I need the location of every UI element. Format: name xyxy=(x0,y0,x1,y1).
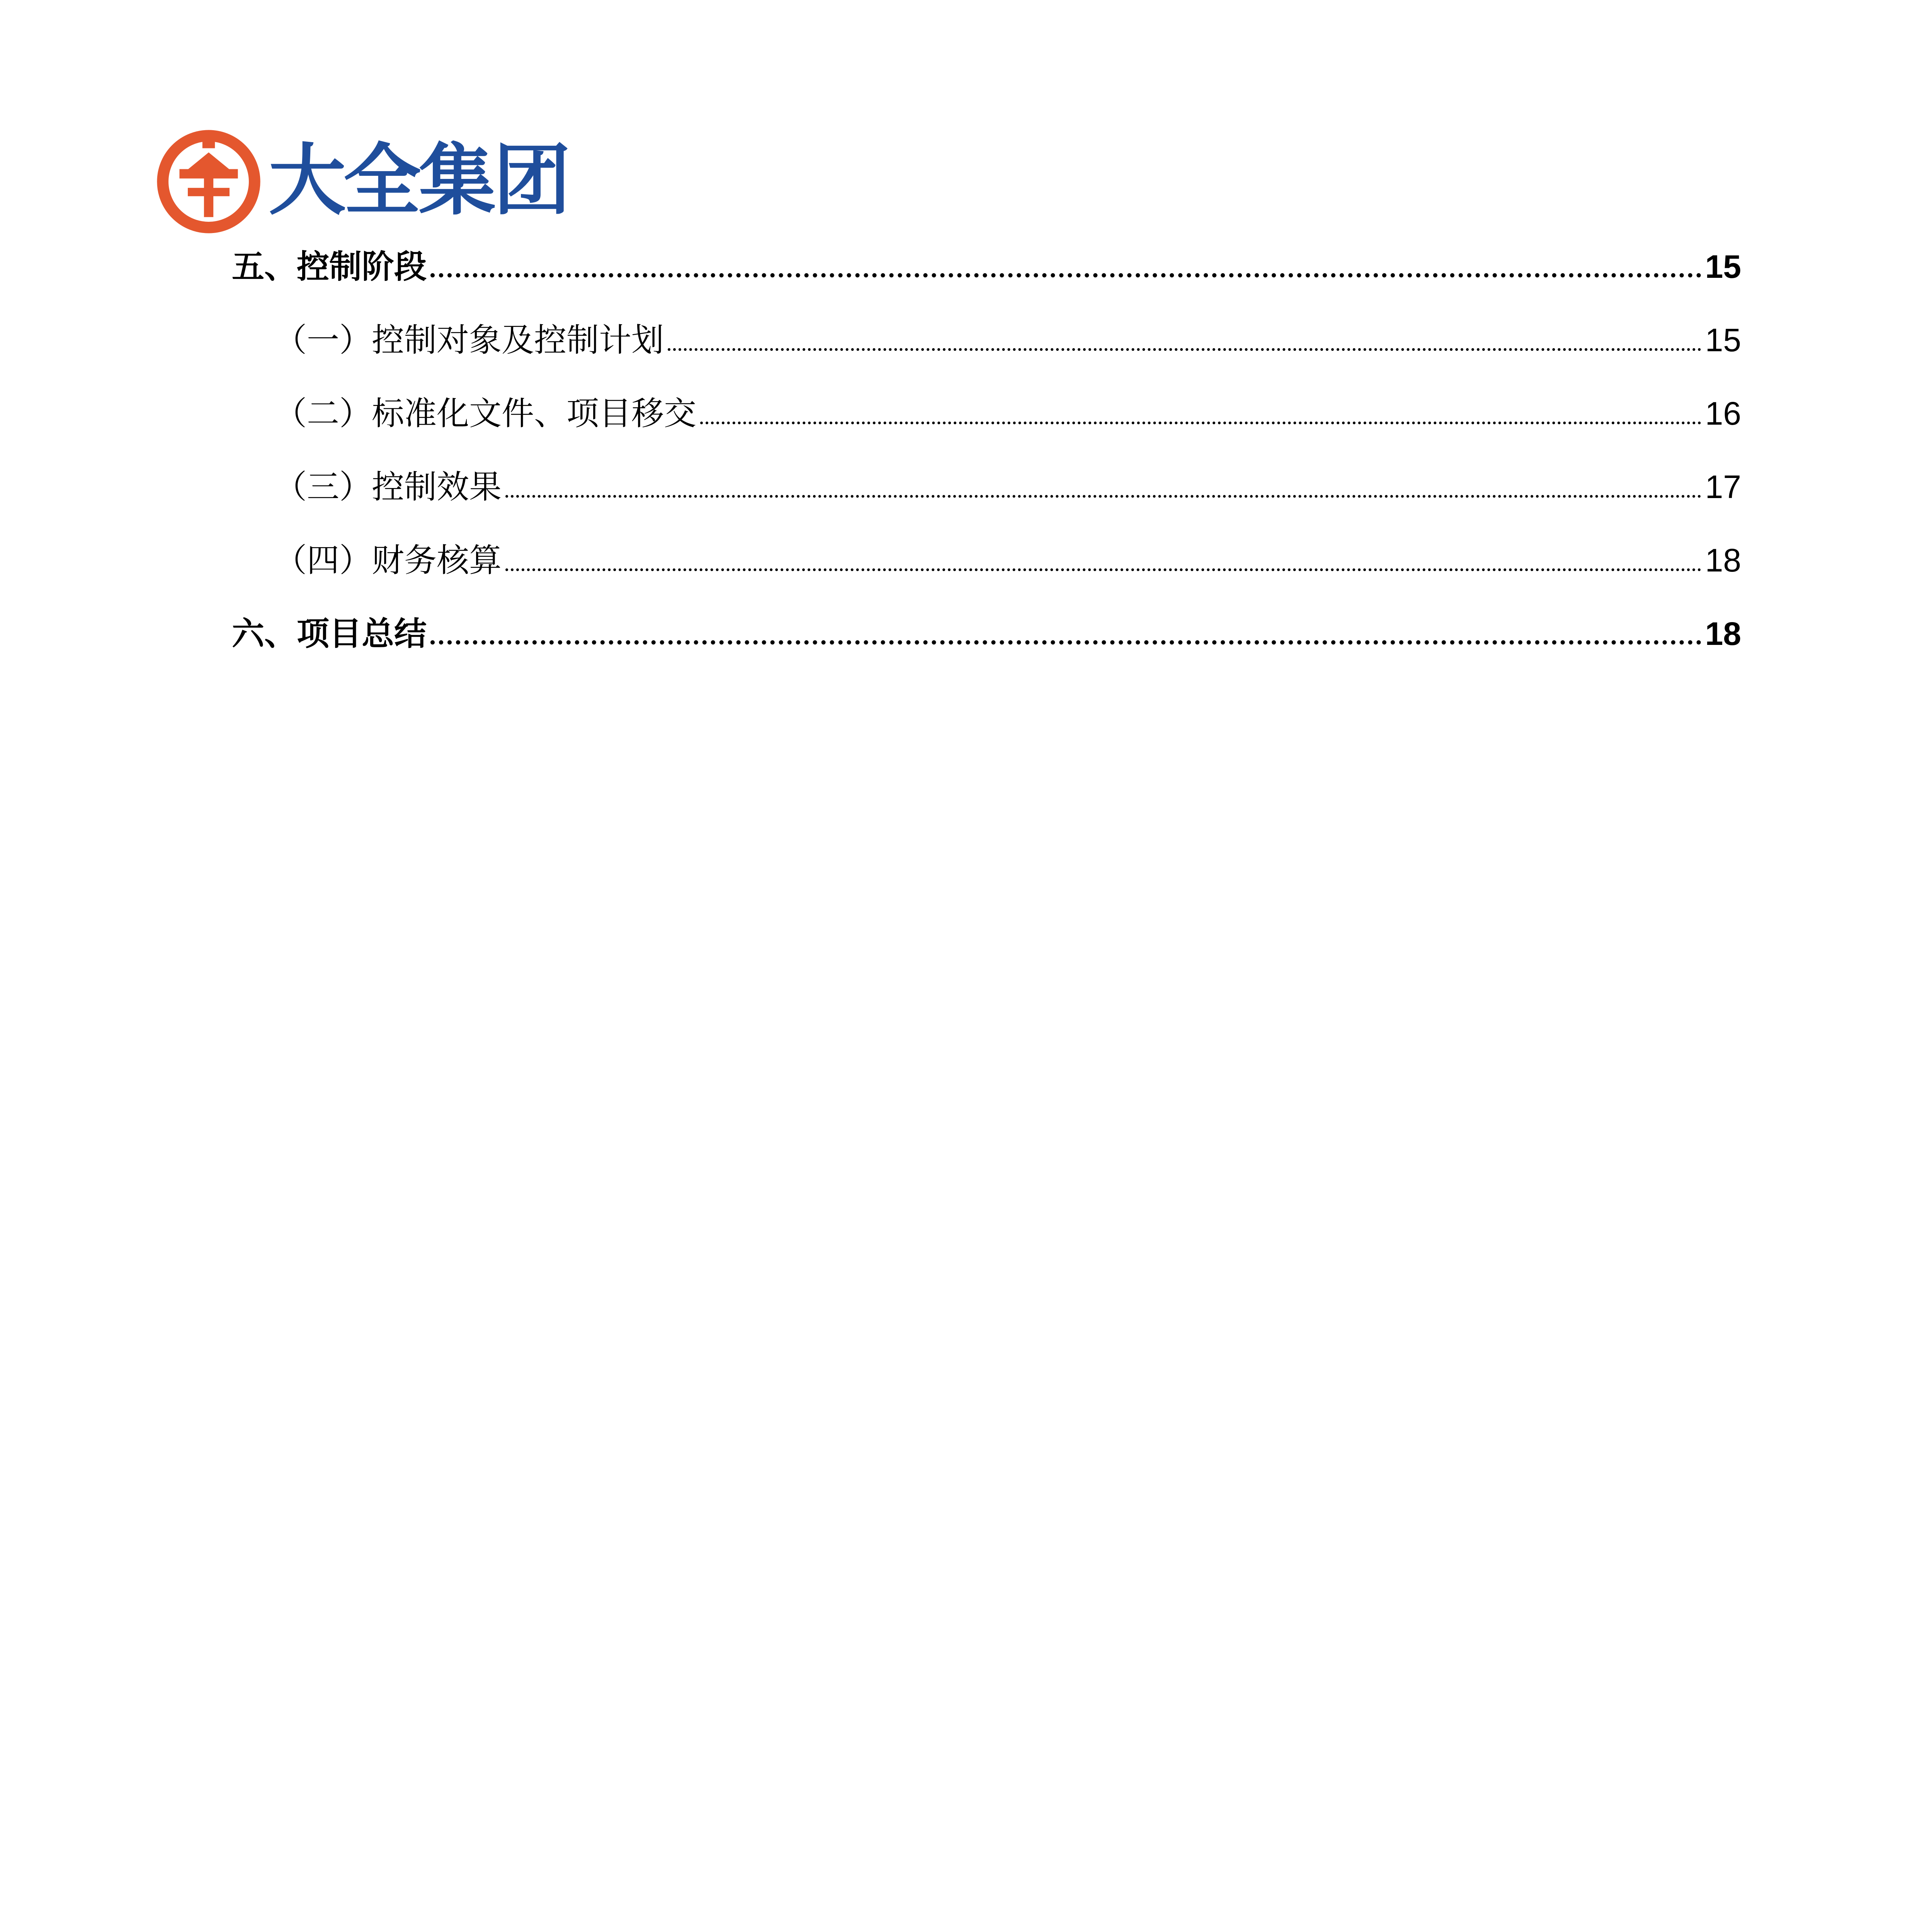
toc-entry-control-effect[interactable] xyxy=(274,460,1741,506)
toc-dot-leader xyxy=(700,422,1701,424)
toc-entry-label: （二）标准化文件、项目移交 xyxy=(274,395,697,432)
toc-entry-page: 15 xyxy=(1705,248,1741,285)
toc-entry-label: （一）控制对象及控制计划 xyxy=(274,321,664,359)
toc-entry-label: 五、控制阶段 xyxy=(232,248,427,286)
toc-entry-page: 15 xyxy=(1705,322,1741,358)
toc-entry-page: 16 xyxy=(1705,395,1741,432)
company-logo xyxy=(156,129,612,234)
toc-entry-control-plan[interactable] xyxy=(274,313,1741,359)
toc-dot-leader xyxy=(505,568,1701,571)
company-logo-text: 大全集团 xyxy=(269,136,569,226)
toc-entry-label: （四）财务核算 xyxy=(274,541,502,579)
toc-dot-leader xyxy=(668,348,1701,351)
toc-entry-page: 18 xyxy=(1705,616,1741,652)
toc-entry-project-summary[interactable] xyxy=(232,607,1741,653)
toc-entry-label: （三）控制效果 xyxy=(274,468,502,506)
toc-entry-control-phase[interactable] xyxy=(232,240,1741,286)
toc-dot-leader xyxy=(505,495,1701,498)
toc-entry-page: 17 xyxy=(1705,469,1741,505)
toc-dot-leader xyxy=(430,640,1701,645)
toc-entry-page: 18 xyxy=(1705,542,1741,578)
toc-entry-standard-documents[interactable] xyxy=(274,386,1741,433)
toc-dot-leader xyxy=(430,273,1701,277)
company-seal-icon xyxy=(156,129,261,234)
toc-entry-label: 六、项目总结 xyxy=(232,615,427,653)
toc-entry-financial-accounting[interactable] xyxy=(274,533,1741,580)
